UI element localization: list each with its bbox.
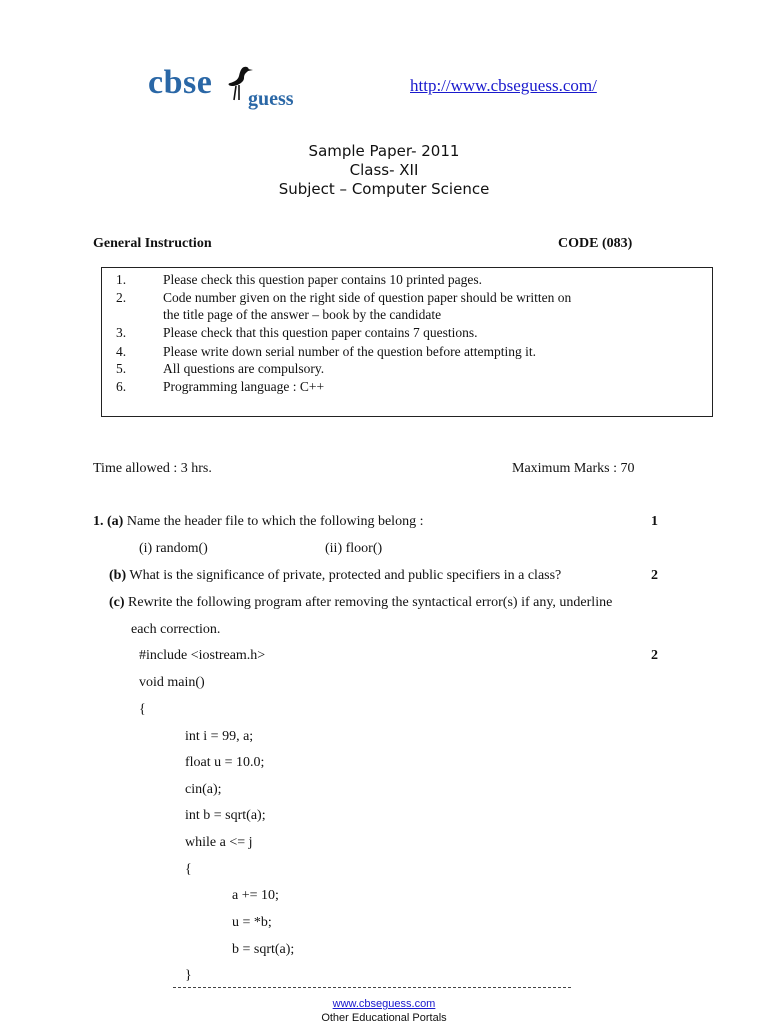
question-1c-continuation: each correction. bbox=[131, 622, 221, 637]
logo-text-guess: guess bbox=[248, 88, 294, 110]
question-1c: (c) Rewrite the following program after removing the syntactical error(s) if any, underline bbox=[109, 595, 613, 610]
code-line: cin(a); bbox=[185, 782, 222, 797]
code-line: { bbox=[139, 702, 146, 717]
code-line: void main() bbox=[139, 675, 205, 690]
code-line: int b = sqrt(a); bbox=[185, 808, 266, 823]
question-1c-marks: 2 bbox=[651, 648, 658, 663]
code-line: float u = 10.0; bbox=[185, 755, 265, 770]
time-allowed: Time allowed : 3 hrs. bbox=[93, 461, 212, 476]
code-line: int i = 99, a; bbox=[185, 729, 254, 744]
general-instruction-heading: General Instruction bbox=[93, 236, 212, 251]
question-1a-marks: 1 bbox=[651, 514, 658, 529]
footer-site-link[interactable]: www.cbseguess.com bbox=[332, 998, 436, 1010]
code-line: u = *b; bbox=[232, 915, 272, 930]
question-1b-marks: 2 bbox=[651, 568, 658, 583]
class-title: Class- XII bbox=[349, 161, 419, 179]
instructions-box: 1. Please check this question paper contains 10 printed pages. 2. Code number given on the right side of question paper should be written on the title page of the answer – book by the candidate 3. Please check that this question paper contains 7 questions. 4. Please write down serial number of the question before attempting it. 5. All questions are compulsory. 6. Programming language : C++ bbox=[101, 267, 713, 417]
maximum-marks: Maximum Marks : 70 bbox=[512, 461, 635, 476]
code-line: #include <iostream.h> bbox=[139, 648, 266, 663]
footer-divider bbox=[173, 987, 571, 988]
code-line: } bbox=[185, 968, 192, 983]
question-1a: 1. (a) Name the header file to which the following belong : bbox=[93, 514, 424, 529]
subject-code: CODE (083) bbox=[558, 236, 633, 251]
footer-subtitle: Other Educational Portals bbox=[321, 1012, 447, 1024]
code-line: b = sqrt(a); bbox=[232, 942, 295, 957]
question-1b: (b) What is the significance of private, protected and public specifiers in a class? bbox=[109, 568, 562, 583]
code-line: while a <= j bbox=[185, 835, 253, 850]
option-random: (i) random() bbox=[139, 541, 208, 556]
option-floor: (ii) floor() bbox=[325, 541, 383, 556]
site-url-link[interactable]: http://www.cbseguess.com/ bbox=[410, 76, 597, 95]
code-line: a += 10; bbox=[232, 888, 279, 903]
site-logo bbox=[148, 62, 328, 118]
code-line: { bbox=[185, 862, 192, 877]
logo-text-cbse: cbse bbox=[148, 64, 213, 101]
paper-title: Sample Paper- 2011 bbox=[308, 142, 460, 160]
subject-title: Subject – Computer Science bbox=[278, 180, 490, 198]
